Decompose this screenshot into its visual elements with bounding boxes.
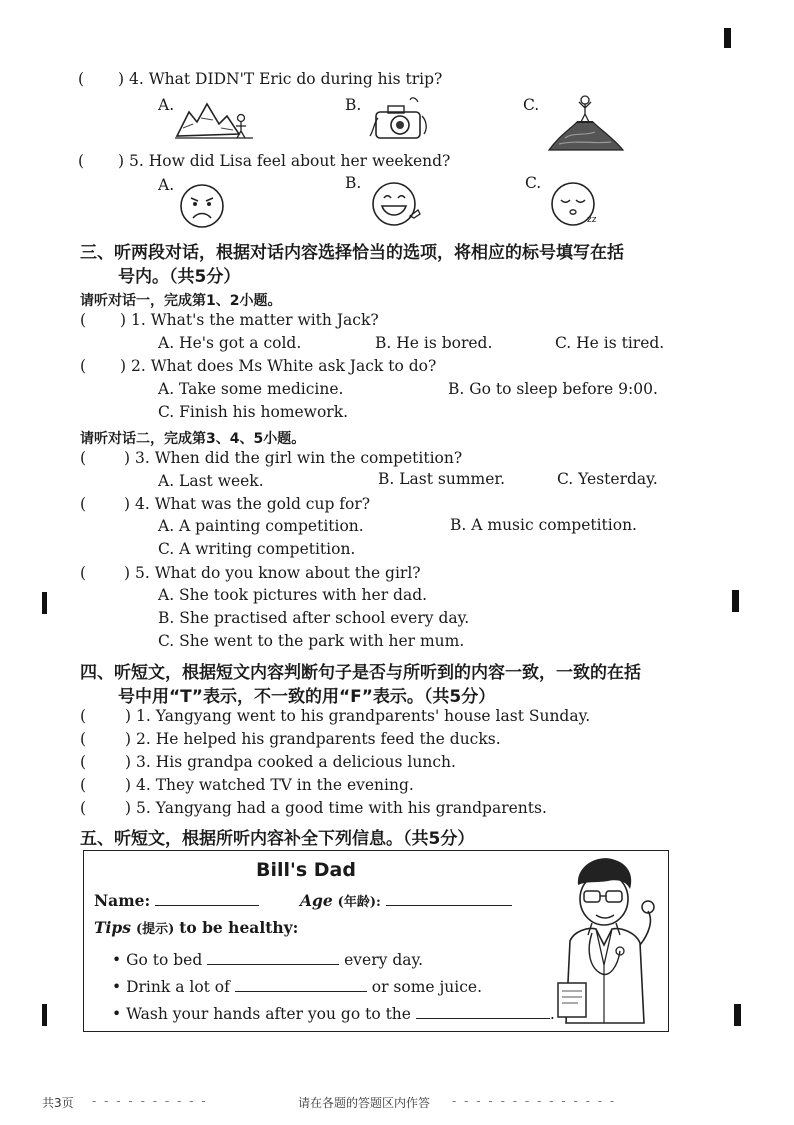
svg-text:zz: zz bbox=[587, 215, 597, 225]
tips-rest: to be healthy: bbox=[179, 918, 299, 937]
tips-label: Tips bbox=[94, 918, 131, 937]
option-c: C. She went to the park with her mum. bbox=[158, 632, 465, 650]
sad-face-icon bbox=[178, 182, 226, 230]
answer-paren-open[interactable]: ( bbox=[80, 707, 87, 725]
option-c: C. Finish his homework. bbox=[158, 403, 349, 421]
option-c: C. A writing competition. bbox=[158, 540, 356, 558]
mountain-top-picture bbox=[545, 92, 627, 154]
answer-paren-close: ) bbox=[124, 564, 131, 582]
answer-paren-close: ) bbox=[125, 730, 132, 748]
hiking-picture bbox=[175, 98, 253, 142]
option-a: A. Last week. bbox=[158, 472, 264, 490]
dialog-1-instruction: 请听对话一，完成第1、2小题。 bbox=[80, 293, 282, 309]
option-b-label: B. bbox=[345, 174, 362, 192]
answer-paren-open[interactable]: ( bbox=[80, 753, 87, 771]
tip-3: • Wash your hands after you go to the . bbox=[112, 1005, 555, 1023]
doctor-illustration bbox=[548, 855, 664, 1027]
answer-paren-open[interactable]: ( bbox=[80, 776, 87, 794]
answer-paren-close: ) bbox=[125, 753, 132, 771]
option-b: B. A music competition. bbox=[450, 516, 637, 534]
bullet-icon: • bbox=[112, 951, 122, 969]
option-a: A. Take some medicine. bbox=[158, 380, 344, 398]
age-label: Age bbox=[300, 891, 333, 910]
option-c: C. Yesterday. bbox=[557, 470, 658, 488]
option-c-label: C. bbox=[525, 174, 542, 192]
footer-dashes-right: - - - - - - - - - - - - - - bbox=[452, 1094, 617, 1108]
tip-1: • Go to bed every day. bbox=[112, 951, 424, 969]
option-c-label: C. bbox=[523, 96, 540, 114]
age-cn-label: (年龄): bbox=[337, 895, 381, 910]
happy-face-icon bbox=[370, 180, 424, 228]
box-title: Bill's Dad bbox=[256, 859, 356, 881]
age-answer-line[interactable] bbox=[386, 905, 512, 906]
section-3-title-cont: 号内。（共5分） bbox=[118, 267, 241, 287]
scan-mark-top-right bbox=[724, 28, 731, 48]
answer-paren-open[interactable]: ( bbox=[78, 70, 85, 88]
option-b: B. Last summer. bbox=[378, 470, 506, 488]
answer-paren-close: ) bbox=[118, 70, 125, 88]
option-b: B. Go to sleep before 9:00. bbox=[448, 380, 658, 398]
tips-row bbox=[94, 918, 298, 937]
option-b-label: B. bbox=[345, 96, 362, 114]
answer-paren-open[interactable]: ( bbox=[80, 799, 87, 817]
statement-4: 4. They watched TV in the evening. bbox=[136, 776, 414, 794]
name-answer-line[interactable] bbox=[155, 905, 259, 906]
scan-mark-bottom-left bbox=[42, 1004, 47, 1026]
option-c: C. He is tired. bbox=[555, 334, 665, 352]
dialog-2-instruction: 请听对话二，完成第3、4、5小题。 bbox=[80, 431, 306, 447]
footer-dashes-left: - - - - - - - - - - bbox=[92, 1094, 208, 1108]
statement-3: 3. His grandpa cooked a delicious lunch. bbox=[136, 753, 456, 771]
statement-5: 5. Yangyang had a good time with his grandparents. bbox=[136, 799, 547, 817]
option-a: A. She took pictures with her dad. bbox=[158, 586, 428, 604]
scan-mark-bottom-right bbox=[734, 1004, 741, 1026]
answer-paren-close: ) bbox=[120, 311, 127, 329]
option-a-label: A. bbox=[158, 176, 175, 194]
scan-mark-mid-right bbox=[732, 590, 739, 612]
answer-paren-open[interactable]: ( bbox=[80, 495, 87, 513]
age-row bbox=[300, 891, 512, 910]
question-text: 1. What's the matter with Jack? bbox=[131, 311, 379, 329]
bullet-icon: • bbox=[112, 1005, 122, 1023]
question-text: 5. How did Lisa feel about her weekend? bbox=[129, 152, 451, 170]
answer-paren-close: ) bbox=[118, 152, 125, 170]
footer-notice: 请在各题的答题区内作答 bbox=[298, 1096, 431, 1110]
option-a: A. He's got a cold. bbox=[158, 334, 302, 352]
section-5-title: 五、听短文，根据所听内容补全下列信息。（共5分） bbox=[80, 829, 475, 849]
section-4-title: 四、听短文，根据短文内容判断句子是否与所听到的内容一致，一致的在括 bbox=[80, 663, 641, 683]
name-label: Name: bbox=[94, 891, 151, 910]
answer-paren-close: ) bbox=[120, 357, 127, 375]
answer-paren-close: ) bbox=[124, 449, 131, 467]
section-4-title-cont: 号中用“T”表示，不一致的用“F”表示。（共5分） bbox=[118, 687, 496, 707]
tips-cn-label: (提示) bbox=[135, 922, 175, 937]
question-text: 3. When did the girl win the competition? bbox=[135, 449, 463, 467]
answer-paren-open[interactable]: ( bbox=[78, 152, 85, 170]
question-text: 4. What was the gold cup for? bbox=[135, 495, 371, 513]
tip-2: • Drink a lot of or some juice. bbox=[112, 978, 483, 996]
answer-paren-close: ) bbox=[125, 707, 132, 725]
scan-mark-mid-left bbox=[42, 592, 47, 614]
answer-paren-close: ) bbox=[125, 776, 132, 794]
answer-paren-open[interactable]: ( bbox=[80, 730, 87, 748]
section-3-title: 三、听两段对话，根据对话内容选择恰当的选项，将相应的标号填写在括 bbox=[80, 243, 624, 263]
footer-page-count: 共3页 bbox=[42, 1096, 74, 1110]
sleepy-face-icon bbox=[549, 180, 601, 228]
info-box bbox=[83, 850, 669, 1032]
option-b: B. She practised after school every day. bbox=[158, 609, 470, 627]
name-row bbox=[94, 891, 259, 910]
bullet-icon: • bbox=[112, 978, 122, 996]
option-a-label: A. bbox=[158, 96, 175, 114]
option-b: B. He is bored. bbox=[375, 334, 493, 352]
answer-paren-open[interactable]: ( bbox=[80, 357, 87, 375]
answer-paren-open[interactable]: ( bbox=[80, 564, 87, 582]
answer-paren-close: ) bbox=[125, 799, 132, 817]
drink-answer-line[interactable] bbox=[235, 991, 367, 992]
question-text: 5. What do you know about the girl? bbox=[135, 564, 421, 582]
question-text: 2. What does Ms White ask Jack to do? bbox=[131, 357, 437, 375]
answer-paren-close: ) bbox=[124, 495, 131, 513]
camera-picture bbox=[366, 96, 434, 144]
answer-paren-open[interactable]: ( bbox=[80, 449, 87, 467]
answer-paren-open[interactable]: ( bbox=[80, 311, 87, 329]
option-a: A. A painting competition. bbox=[158, 517, 364, 535]
place-answer-line[interactable] bbox=[416, 1018, 550, 1019]
statement-2: 2. He helped his grandparents feed the ducks. bbox=[136, 730, 501, 748]
bed-time-answer-line[interactable] bbox=[207, 964, 339, 965]
question-text: 4. What DIDN'T Eric do during his trip? bbox=[129, 70, 443, 88]
statement-1: 1. Yangyang went to his grandparents' house last Sunday. bbox=[136, 707, 591, 725]
